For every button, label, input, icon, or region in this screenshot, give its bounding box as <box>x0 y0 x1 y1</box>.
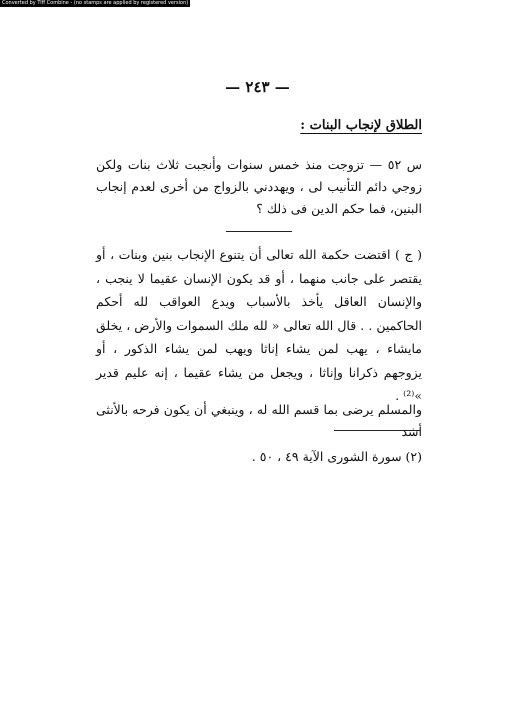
section-heading: الطلاق لإنجاب البنات : <box>300 118 422 133</box>
page-number: — ٢٤٣ — <box>225 78 290 96</box>
section-divider <box>226 231 292 232</box>
conversion-banner: Converted by Tiff Combine - (no stamps are applied by registered version) <box>2 0 189 6</box>
footnote-divider <box>334 430 420 431</box>
closing-paragraph: والمسلم يرضى بما قسم الله له ، وينبغي أن يكون فرحه بالأنثى أشد <box>96 402 422 439</box>
footnote: (٢) سورة الشورى الآية ٤٩ ، ٥٠ . <box>251 449 422 464</box>
answer-paragraph: ( ج ) اقتضت حكمة الله تعالى أن يتنوع الإنجاب بنين وبنات ، أو يقتصر على جانب منهما ، أو قد يكون الإنسان عقيما لا ينجب ، والإنسان العاقل يأخذ بالأسباب ويدع العواقب لله أحكم الحاكمين . . قال الله تعالى « لله ملك السموات والأرض ، يخلق مايشاء ، يهب لمن يشاء إناثا ويهب لمن يشاء الذكور ، أو يزوجهم ذكرانا وإناثا ، ويجعل من يشاء عقيما ، إنه عليم قدير »⁽²⁾ . <box>96 247 422 403</box>
question-paragraph: س ٥٢ — تزوجت منذ خمس سنوات وأنجبت ثلاث بنات ولكن زوجي دائم التأنيب لى ، ويهددني بالزواج من أخرى لعدم إنجاب البنين، فما حكم الدين فى ذلك ؟ <box>96 157 423 216</box>
